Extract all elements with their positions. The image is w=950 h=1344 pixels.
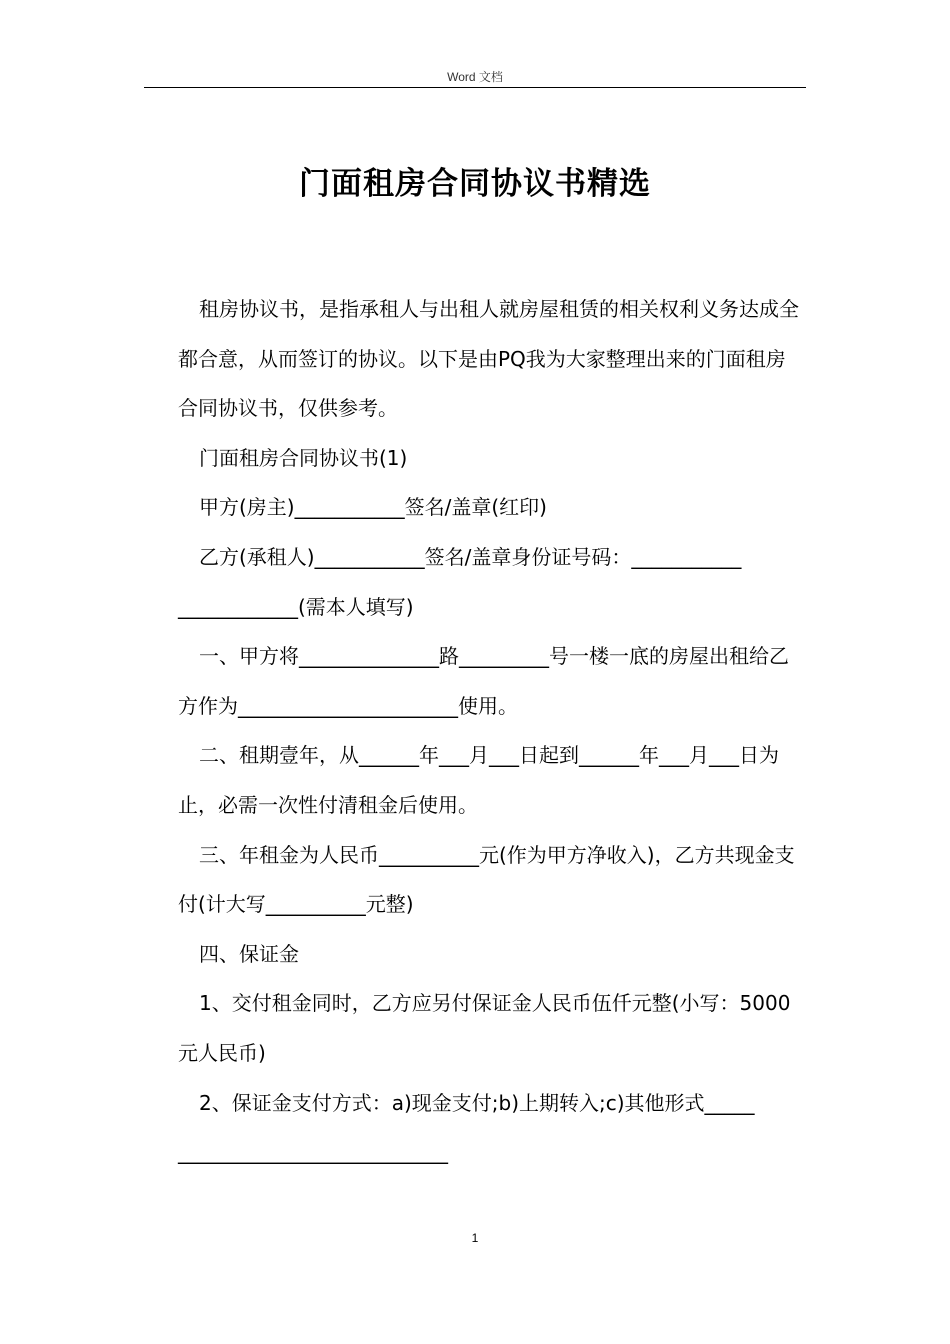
paragraph-deposit-1: 1、交付租金同时，乙方应另付保证金人民币伍仟元整(小写：5000元人民币)	[178, 991, 791, 1065]
paragraph-clause-3: 三、年租金为人民币__________元(作为甲方净收入)，乙方共现金支付(计大写__________元整)	[178, 842, 795, 917]
header-divider	[144, 87, 806, 88]
paragraph-deposit-2: 2、保证金支付方式：a)现金支付;b)上期转入;c)其他形式_____	[199, 1090, 755, 1115]
document-body	[178, 285, 803, 1178]
paragraph-clause-2: 二、租期壹年，从______年___月___日起到______年___月___日为止，必需一次性付清租金后使用。	[178, 743, 779, 817]
paragraph-party-a: 甲方(房主)___________签名/盖章(红印)	[199, 495, 547, 520]
paragraph-intro: 租房协议书，是指承租人与出租人就房屋租赁的相关权利义务达成全都合意，从而签订的协议。以下是由PQ我为大家整理出来的门面租房合同协议书，仅供参考。	[178, 297, 799, 421]
paragraph-party-b: 乙方(承租人)___________签名/盖章身份证号码：___________	[199, 544, 742, 569]
header-text: Word 文档	[447, 70, 503, 84]
paragraph-clause-1: 一、甲方将______________路_________号一楼一底的房屋出租给乙方作为______________________使用。	[178, 644, 789, 718]
page-number: 1	[471, 1231, 479, 1245]
paragraph-clause-4: 四、保证金	[199, 941, 299, 966]
paragraph-party-b-continued: ____________(需本人填写)	[178, 594, 414, 619]
paragraph-subtitle: 门面租房合同协议书(1)	[199, 445, 408, 470]
document-title: 门面租房合同协议书精选	[299, 166, 651, 202]
paragraph-deposit-2-continued: ___________________________	[178, 1140, 448, 1165]
